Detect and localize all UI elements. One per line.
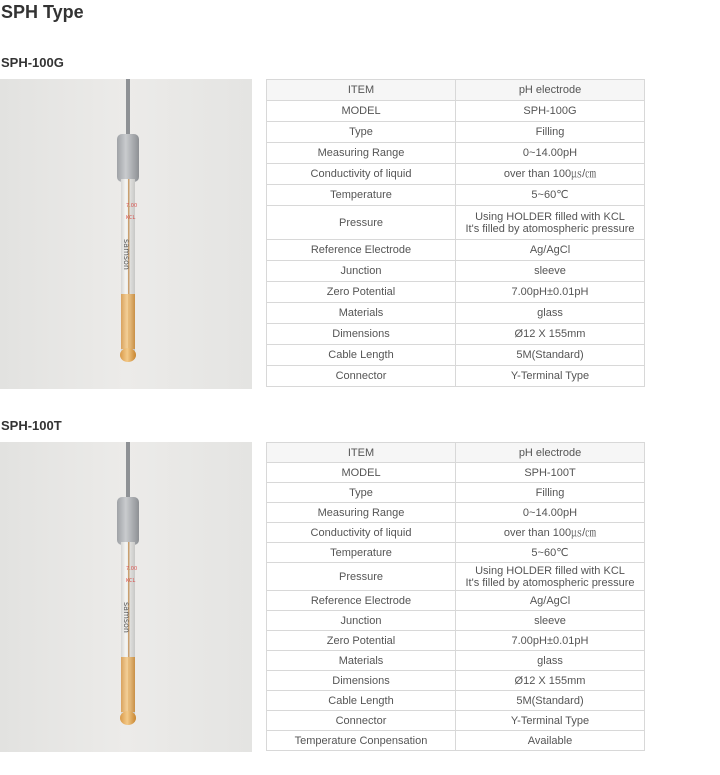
spec-value: Y-Terminal Type <box>456 711 645 731</box>
spec-key: Materials <box>267 303 456 324</box>
table-row <box>267 591 645 611</box>
spec-value: Filling <box>456 483 645 503</box>
spec-value: SPH-100T <box>456 463 645 483</box>
spec-key: Conductivity of liquid <box>267 164 456 185</box>
spec-key: MODEL <box>267 463 456 483</box>
table-row <box>267 463 645 483</box>
spec-key: Junction <box>267 611 456 631</box>
spec-key: Zero Potential <box>267 282 456 303</box>
spec-value <box>456 563 645 591</box>
table-row <box>267 261 645 282</box>
spec-key: Measuring Range <box>267 503 456 523</box>
spec-key: Reference Electrode <box>267 591 456 611</box>
spec-value: 5~60℃ <box>456 543 645 563</box>
table-row <box>267 143 645 164</box>
spec-key: Pressure <box>267 206 456 240</box>
spec-key: Temperature <box>267 543 456 563</box>
spec-value-line: It's filled by atomospheric pressure <box>465 222 635 235</box>
table-row <box>267 324 645 345</box>
spec-value: pH electrode <box>456 80 645 101</box>
spec-value: Filling <box>456 122 645 143</box>
table-row <box>267 282 645 303</box>
spec-value-line: Using HOLDER filled with KCL <box>475 210 625 223</box>
spec-value: Ø12 X 155mm <box>456 324 645 345</box>
table-row <box>267 366 645 387</box>
table-row <box>267 240 645 261</box>
spec-value: 5~60℃ <box>456 185 645 206</box>
spec-key: Temperature Conpensation <box>267 731 456 751</box>
spec-key: Junction <box>267 261 456 282</box>
spec-value: 5M(Standard) <box>456 691 645 711</box>
table-row <box>267 345 645 366</box>
spec-key: Zero Potential <box>267 631 456 651</box>
table-row <box>267 563 645 591</box>
svg-text:samson: samson <box>122 239 131 270</box>
spec-value: Available <box>456 731 645 751</box>
spec-value: 7.00pH±0.01pH <box>456 282 645 303</box>
table-row <box>267 80 645 101</box>
ph-electrode-illustration <box>0 442 252 752</box>
table-row <box>267 731 645 751</box>
table-row <box>267 691 645 711</box>
spec-value: glass <box>456 651 645 671</box>
ph-electrode-photo <box>0 79 252 389</box>
spec-value: pH electrode <box>456 443 645 463</box>
table-row <box>267 503 645 523</box>
spec-value: 0~14.00pH <box>456 143 645 164</box>
spec-table-sph-100t <box>266 442 645 751</box>
spec-value <box>456 206 645 240</box>
spec-value: glass <box>456 303 645 324</box>
spec-key: Temperature <box>267 185 456 206</box>
svg-text:KCL: KCL <box>126 215 136 221</box>
spec-key: Type <box>267 122 456 143</box>
table-row <box>267 185 645 206</box>
spec-value: 0~14.00pH <box>456 503 645 523</box>
model-heading-sph-100g: SPH-100G <box>1 55 64 70</box>
spec-value: sleeve <box>456 611 645 631</box>
spec-value: Ø12 X 155mm <box>456 671 645 691</box>
table-row <box>267 523 645 543</box>
table-row <box>267 122 645 143</box>
spec-value: Y-Terminal Type <box>456 366 645 387</box>
spec-key: Dimensions <box>267 324 456 345</box>
spec-key: Cable Length <box>267 691 456 711</box>
spec-value: Ag/AgCl <box>456 591 645 611</box>
table-row <box>267 443 645 463</box>
spec-key: Cable Length <box>267 345 456 366</box>
spec-key: Conductivity of liquid <box>267 523 456 543</box>
spec-key: Materials <box>267 651 456 671</box>
svg-text:7.00: 7.00 <box>126 203 138 209</box>
spec-value: 5M(Standard) <box>456 345 645 366</box>
table-row <box>267 483 645 503</box>
page-title: SPH Type <box>1 2 84 22</box>
spec-value: over than 100㎲/㎝ <box>456 164 645 185</box>
spec-key: ITEM <box>267 80 456 101</box>
svg-text:samson: samson <box>122 602 131 633</box>
spec-value: over than 100㎲/㎝ <box>456 523 645 543</box>
spec-value-line: Using HOLDER filled with KCL <box>475 564 625 577</box>
spec-value: SPH-100G <box>456 101 645 122</box>
model-heading-sph-100t: SPH-100T <box>1 418 62 433</box>
table-row <box>267 164 645 185</box>
spec-key: ITEM <box>267 443 456 463</box>
spec-key: Reference Electrode <box>267 240 456 261</box>
svg-text:7.00: 7.00 <box>126 566 138 572</box>
table-row <box>267 711 645 731</box>
table-row <box>267 303 645 324</box>
spec-key: Connector <box>267 711 456 731</box>
table-row <box>267 206 645 240</box>
spec-value-line: It's filled by atomospheric pressure <box>465 576 635 589</box>
spec-key: Measuring Range <box>267 143 456 164</box>
ph-electrode-illustration <box>0 79 252 389</box>
table-row <box>267 671 645 691</box>
table-row <box>267 543 645 563</box>
spec-key: MODEL <box>267 101 456 122</box>
spec-key: Type <box>267 483 456 503</box>
table-row <box>267 651 645 671</box>
spec-value: 7.00pH±0.01pH <box>456 631 645 651</box>
spec-table-sph-100g <box>266 79 645 387</box>
spec-value: Ag/AgCl <box>456 240 645 261</box>
table-row <box>267 631 645 651</box>
table-row <box>267 101 645 122</box>
svg-text:KCL: KCL <box>126 578 136 584</box>
spec-key: Connector <box>267 366 456 387</box>
ph-electrode-photo <box>0 442 252 752</box>
spec-value: sleeve <box>456 261 645 282</box>
table-row <box>267 611 645 631</box>
spec-key: Pressure <box>267 563 456 591</box>
spec-key: Dimensions <box>267 671 456 691</box>
